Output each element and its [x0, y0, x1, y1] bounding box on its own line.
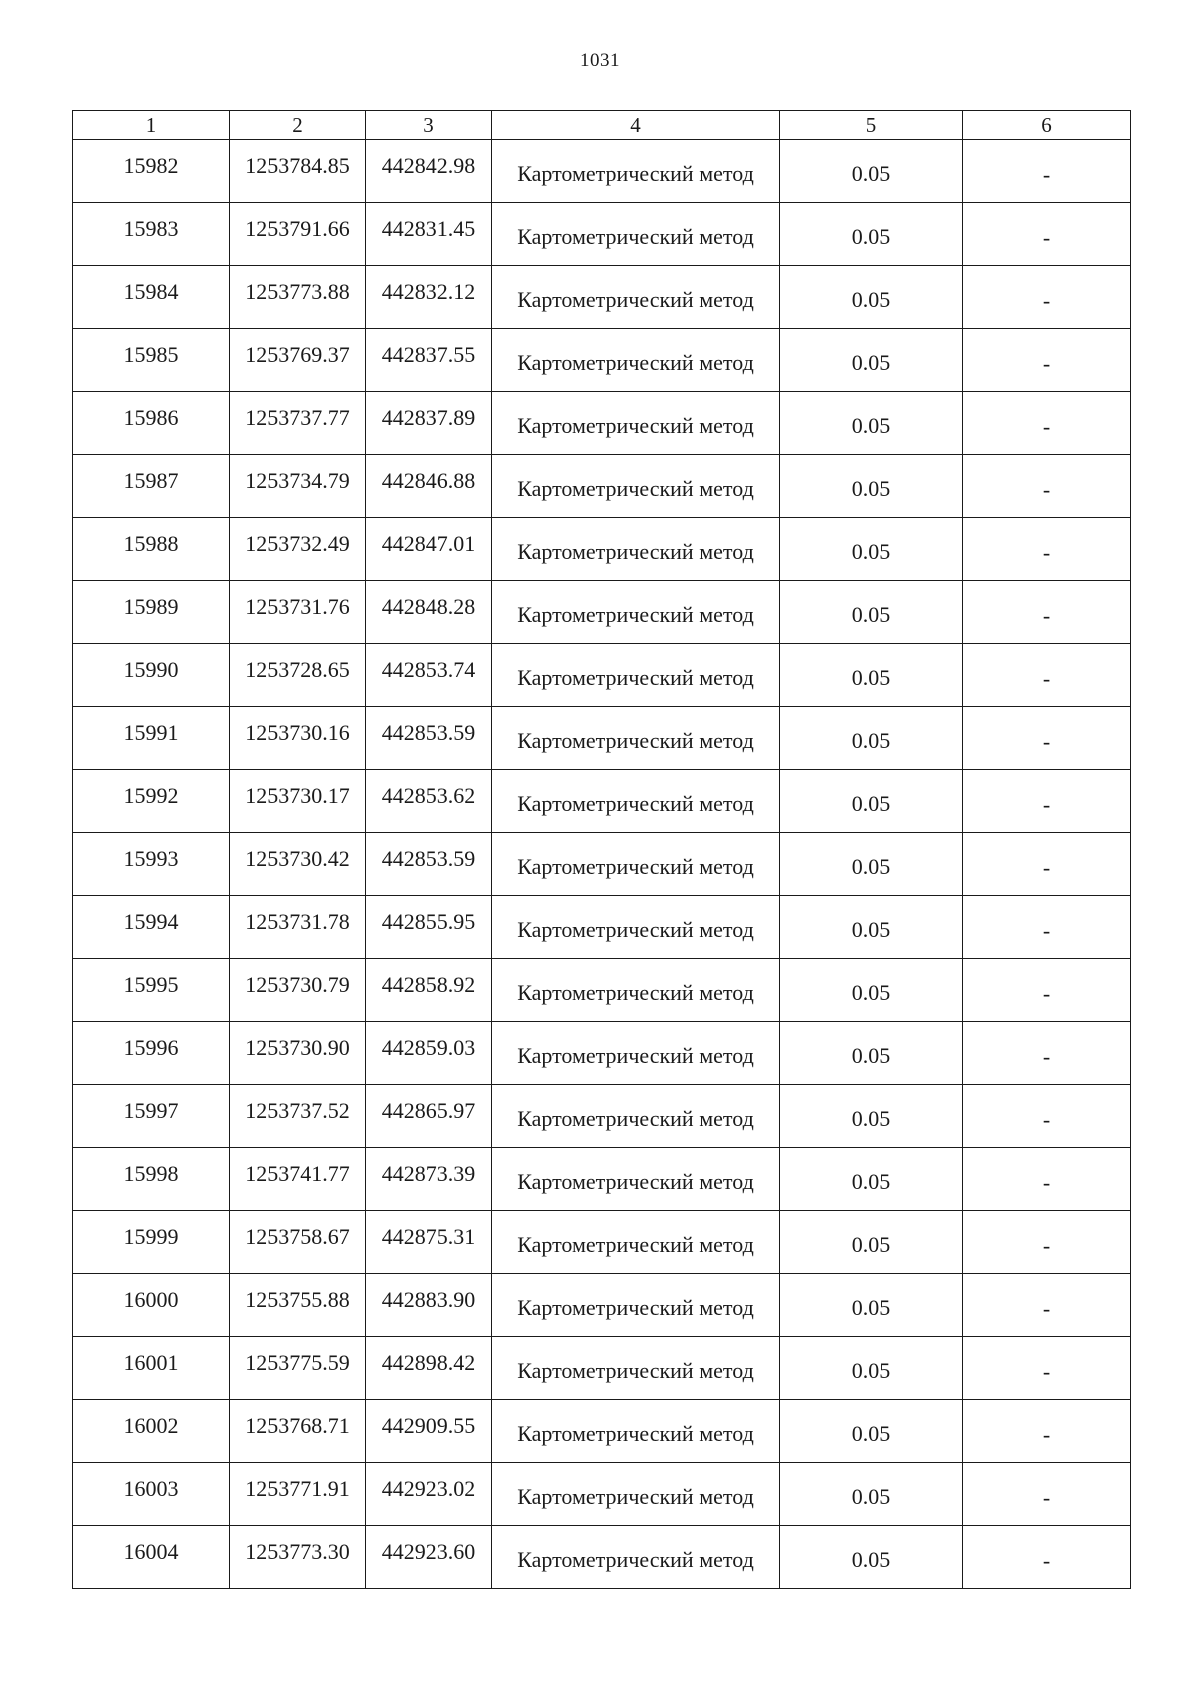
- table-body: [73, 140, 1131, 1589]
- y-coordinate-cell: 442831.45: [366, 203, 492, 266]
- accuracy-cell: 0.05: [780, 1274, 963, 1337]
- point-number-cell: 16003: [73, 1463, 230, 1526]
- y-coordinate-cell: 442847.01: [366, 518, 492, 581]
- note-cell: -: [963, 1463, 1131, 1526]
- point-number-cell: 15997: [73, 1085, 230, 1148]
- table-row: [73, 1211, 1131, 1274]
- y-coordinate-cell: 442837.89: [366, 392, 492, 455]
- method-cell: Картометрический метод: [492, 644, 780, 707]
- x-coordinate-cell: 1253773.30: [230, 1526, 366, 1589]
- point-number-cell: 15998: [73, 1148, 230, 1211]
- point-number-cell: 15984: [73, 266, 230, 329]
- x-coordinate-cell: 1253734.79: [230, 455, 366, 518]
- accuracy-cell: 0.05: [780, 266, 963, 329]
- note-cell: -: [963, 581, 1131, 644]
- point-number-cell: 16004: [73, 1526, 230, 1589]
- table-row: [73, 455, 1131, 518]
- table-row: [73, 896, 1131, 959]
- table-row: [73, 581, 1131, 644]
- point-number-cell: 15996: [73, 1022, 230, 1085]
- table-row: [73, 833, 1131, 896]
- x-coordinate-cell: 1253730.42: [230, 833, 366, 896]
- method-cell: Картометрический метод: [492, 959, 780, 1022]
- point-number-cell: 15999: [73, 1211, 230, 1274]
- method-cell: Картометрический метод: [492, 1085, 780, 1148]
- method-cell: Картометрический метод: [492, 707, 780, 770]
- accuracy-cell: 0.05: [780, 644, 963, 707]
- method-cell: Картометрический метод: [492, 203, 780, 266]
- column-header: 2: [230, 111, 366, 140]
- accuracy-cell: 0.05: [780, 896, 963, 959]
- x-coordinate-cell: 1253730.16: [230, 707, 366, 770]
- accuracy-cell: 0.05: [780, 1022, 963, 1085]
- point-number-cell: 15988: [73, 518, 230, 581]
- y-coordinate-cell: 442858.92: [366, 959, 492, 1022]
- column-header: 3: [366, 111, 492, 140]
- table-row: [73, 707, 1131, 770]
- accuracy-cell: 0.05: [780, 455, 963, 518]
- column-header: 5: [780, 111, 963, 140]
- table-row: [73, 1148, 1131, 1211]
- point-number-cell: 15983: [73, 203, 230, 266]
- accuracy-cell: 0.05: [780, 1211, 963, 1274]
- x-coordinate-cell: 1253784.85: [230, 140, 366, 203]
- accuracy-cell: 0.05: [780, 581, 963, 644]
- point-number-cell: 15995: [73, 959, 230, 1022]
- table-row: [73, 1337, 1131, 1400]
- method-cell: Картометрический метод: [492, 518, 780, 581]
- table-row: [73, 1526, 1131, 1589]
- note-cell: -: [963, 203, 1131, 266]
- note-cell: -: [963, 959, 1131, 1022]
- note-cell: -: [963, 1085, 1131, 1148]
- x-coordinate-cell: 1253775.59: [230, 1337, 366, 1400]
- x-coordinate-cell: 1253737.77: [230, 392, 366, 455]
- note-cell: -: [963, 707, 1131, 770]
- note-cell: -: [963, 1337, 1131, 1400]
- point-number-cell: 15989: [73, 581, 230, 644]
- table-row: [73, 959, 1131, 1022]
- x-coordinate-cell: 1253730.90: [230, 1022, 366, 1085]
- accuracy-cell: 0.05: [780, 1148, 963, 1211]
- y-coordinate-cell: 442923.02: [366, 1463, 492, 1526]
- x-coordinate-cell: 1253758.67: [230, 1211, 366, 1274]
- accuracy-cell: 0.05: [780, 1085, 963, 1148]
- x-coordinate-cell: 1253737.52: [230, 1085, 366, 1148]
- y-coordinate-cell: 442855.95: [366, 896, 492, 959]
- table-row: [73, 1463, 1131, 1526]
- x-coordinate-cell: 1253769.37: [230, 329, 366, 392]
- y-coordinate-cell: 442853.59: [366, 833, 492, 896]
- method-cell: Картометрический метод: [492, 455, 780, 518]
- method-cell: Картометрический метод: [492, 1337, 780, 1400]
- table-header-row: [73, 111, 1131, 140]
- method-cell: Картометрический метод: [492, 896, 780, 959]
- y-coordinate-cell: 442873.39: [366, 1148, 492, 1211]
- y-coordinate-cell: 442853.62: [366, 770, 492, 833]
- table-row: [73, 518, 1131, 581]
- accuracy-cell: 0.05: [780, 959, 963, 1022]
- accuracy-cell: 0.05: [780, 329, 963, 392]
- note-cell: -: [963, 1211, 1131, 1274]
- method-cell: Картометрический метод: [492, 140, 780, 203]
- coordinates-table: [72, 110, 1131, 1589]
- column-header: 6: [963, 111, 1131, 140]
- method-cell: Картометрический метод: [492, 266, 780, 329]
- table-row: [73, 203, 1131, 266]
- y-coordinate-cell: 442853.59: [366, 707, 492, 770]
- point-number-cell: 16002: [73, 1400, 230, 1463]
- x-coordinate-cell: 1253732.49: [230, 518, 366, 581]
- table-row: [73, 1274, 1131, 1337]
- accuracy-cell: 0.05: [780, 518, 963, 581]
- x-coordinate-cell: 1253768.71: [230, 1400, 366, 1463]
- table-row: [73, 1085, 1131, 1148]
- method-cell: Картометрический метод: [492, 770, 780, 833]
- method-cell: Картометрический метод: [492, 1274, 780, 1337]
- accuracy-cell: 0.05: [780, 1526, 963, 1589]
- note-cell: -: [963, 1400, 1131, 1463]
- point-number-cell: 15990: [73, 644, 230, 707]
- point-number-cell: 15987: [73, 455, 230, 518]
- x-coordinate-cell: 1253791.66: [230, 203, 366, 266]
- y-coordinate-cell: 442909.55: [366, 1400, 492, 1463]
- column-header: 4: [492, 111, 780, 140]
- table-row: [73, 392, 1131, 455]
- y-coordinate-cell: 442842.98: [366, 140, 492, 203]
- y-coordinate-cell: 442837.55: [366, 329, 492, 392]
- note-cell: -: [963, 266, 1131, 329]
- method-cell: Картометрический метод: [492, 1526, 780, 1589]
- note-cell: -: [963, 329, 1131, 392]
- y-coordinate-cell: 442865.97: [366, 1085, 492, 1148]
- x-coordinate-cell: 1253731.76: [230, 581, 366, 644]
- column-header: 1: [73, 111, 230, 140]
- point-number-cell: 15985: [73, 329, 230, 392]
- note-cell: -: [963, 1526, 1131, 1589]
- note-cell: -: [963, 833, 1131, 896]
- accuracy-cell: 0.05: [780, 770, 963, 833]
- method-cell: Картометрический метод: [492, 1022, 780, 1085]
- point-number-cell: 15993: [73, 833, 230, 896]
- table-row: [73, 266, 1131, 329]
- y-coordinate-cell: 442883.90: [366, 1274, 492, 1337]
- method-cell: Картометрический метод: [492, 1400, 780, 1463]
- point-number-cell: 15992: [73, 770, 230, 833]
- y-coordinate-cell: 442848.28: [366, 581, 492, 644]
- x-coordinate-cell: 1253773.88: [230, 266, 366, 329]
- y-coordinate-cell: 442846.88: [366, 455, 492, 518]
- note-cell: -: [963, 392, 1131, 455]
- accuracy-cell: 0.05: [780, 1400, 963, 1463]
- page-number: 1031: [580, 50, 620, 71]
- accuracy-cell: 0.05: [780, 833, 963, 896]
- note-cell: -: [963, 1274, 1131, 1337]
- method-cell: Картометрический метод: [492, 329, 780, 392]
- note-cell: -: [963, 140, 1131, 203]
- point-number-cell: 15982: [73, 140, 230, 203]
- point-number-cell: 15991: [73, 707, 230, 770]
- table-row: [73, 1022, 1131, 1085]
- note-cell: -: [963, 1148, 1131, 1211]
- x-coordinate-cell: 1253730.79: [230, 959, 366, 1022]
- point-number-cell: 15994: [73, 896, 230, 959]
- method-cell: Картометрический метод: [492, 1211, 780, 1274]
- note-cell: -: [963, 644, 1131, 707]
- accuracy-cell: 0.05: [780, 1463, 963, 1526]
- accuracy-cell: 0.05: [780, 203, 963, 266]
- y-coordinate-cell: 442875.31: [366, 1211, 492, 1274]
- note-cell: -: [963, 896, 1131, 959]
- table-row: [73, 644, 1131, 707]
- table-row: [73, 329, 1131, 392]
- method-cell: Картометрический метод: [492, 581, 780, 644]
- y-coordinate-cell: 442859.03: [366, 1022, 492, 1085]
- accuracy-cell: 0.05: [780, 140, 963, 203]
- x-coordinate-cell: 1253731.78: [230, 896, 366, 959]
- note-cell: -: [963, 518, 1131, 581]
- accuracy-cell: 0.05: [780, 707, 963, 770]
- point-number-cell: 15986: [73, 392, 230, 455]
- x-coordinate-cell: 1253730.17: [230, 770, 366, 833]
- point-number-cell: 16000: [73, 1274, 230, 1337]
- table-row: [73, 1400, 1131, 1463]
- y-coordinate-cell: 442832.12: [366, 266, 492, 329]
- note-cell: -: [963, 1022, 1131, 1085]
- accuracy-cell: 0.05: [780, 392, 963, 455]
- method-cell: Картометрический метод: [492, 833, 780, 896]
- x-coordinate-cell: 1253755.88: [230, 1274, 366, 1337]
- y-coordinate-cell: 442898.42: [366, 1337, 492, 1400]
- x-coordinate-cell: 1253771.91: [230, 1463, 366, 1526]
- y-coordinate-cell: 442853.74: [366, 644, 492, 707]
- accuracy-cell: 0.05: [780, 1337, 963, 1400]
- y-coordinate-cell: 442923.60: [366, 1526, 492, 1589]
- table-row: [73, 140, 1131, 203]
- x-coordinate-cell: 1253728.65: [230, 644, 366, 707]
- method-cell: Картометрический метод: [492, 1148, 780, 1211]
- note-cell: -: [963, 770, 1131, 833]
- table-row: [73, 770, 1131, 833]
- x-coordinate-cell: 1253741.77: [230, 1148, 366, 1211]
- point-number-cell: 16001: [73, 1337, 230, 1400]
- method-cell: Картометрический метод: [492, 1463, 780, 1526]
- note-cell: -: [963, 455, 1131, 518]
- method-cell: Картометрический метод: [492, 392, 780, 455]
